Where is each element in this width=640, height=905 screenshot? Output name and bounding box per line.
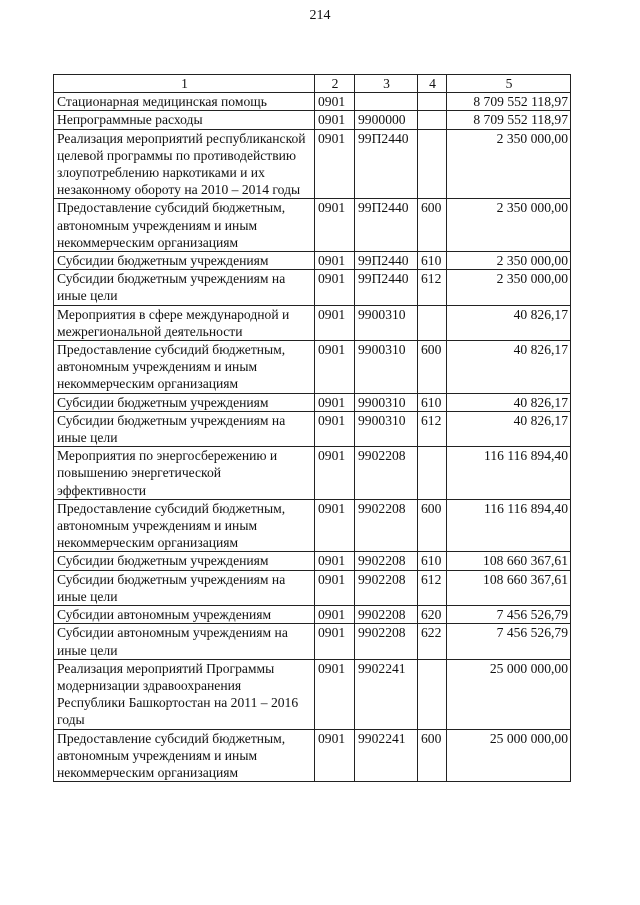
row-amount-cell: 2 350 000,00	[447, 199, 571, 252]
row-amount-cell: 40 826,17	[447, 411, 571, 446]
table-row	[54, 624, 571, 659]
row-target-cell: 9900310	[355, 411, 418, 446]
row-code-cell: 0901	[315, 341, 355, 394]
row-code-cell: 0901	[315, 393, 355, 411]
row-code-cell: 0901	[315, 93, 355, 111]
row-type-cell	[418, 447, 447, 500]
row-name-cell: Реализация мероприятий Программы модернизации здравоохранения Республики Башкортостан на 2011 – 2016 годы	[54, 659, 315, 729]
row-name-cell: Непрограммные расходы	[54, 111, 315, 129]
row-target-cell: 9902208	[355, 552, 418, 570]
row-code-cell: 0901	[315, 270, 355, 305]
row-code-cell: 0901	[315, 624, 355, 659]
page-number: 214	[309, 8, 331, 23]
row-target-cell: 9902208	[355, 570, 418, 605]
row-type-cell: 600	[418, 341, 447, 394]
row-amount-cell: 2 350 000,00	[447, 252, 571, 270]
row-target-cell: 9900310	[355, 305, 418, 340]
row-type-cell: 620	[418, 606, 447, 624]
row-amount-cell: 108 660 367,61	[447, 570, 571, 605]
row-type-cell: 612	[418, 270, 447, 305]
row-amount-cell: 40 826,17	[447, 305, 571, 340]
row-amount-cell: 40 826,17	[447, 341, 571, 394]
row-type-cell	[418, 305, 447, 340]
row-type-cell: 622	[418, 624, 447, 659]
table-row	[54, 199, 571, 252]
row-target-cell	[355, 93, 418, 111]
row-name-cell: Стационарная медицинская помощь	[54, 93, 315, 111]
row-name-cell: Субсидии бюджетным учреждениям на иные цели	[54, 270, 315, 305]
header-cell-target: 3	[355, 75, 418, 93]
row-code-cell: 0901	[315, 729, 355, 782]
row-type-cell: 610	[418, 252, 447, 270]
row-target-cell: 9900310	[355, 341, 418, 394]
row-code-cell: 0901	[315, 570, 355, 605]
row-target-cell: 99П2440	[355, 270, 418, 305]
row-type-cell: 600	[418, 199, 447, 252]
row-target-cell: 9902241	[355, 659, 418, 729]
row-code-cell: 0901	[315, 659, 355, 729]
row-name-cell: Предоставление субсидий бюджетным, автономным учреждениям и иным некоммерческим организациям	[54, 341, 315, 394]
row-name-cell: Субсидии бюджетным учреждениям на иные цели	[54, 411, 315, 446]
table-body	[54, 93, 571, 782]
row-target-cell: 99П2440	[355, 199, 418, 252]
row-target-cell: 99П2440	[355, 252, 418, 270]
row-code-cell: 0901	[315, 447, 355, 500]
row-target-cell: 9902208	[355, 606, 418, 624]
table-row	[54, 606, 571, 624]
table-row	[54, 552, 571, 570]
row-amount-cell: 40 826,17	[447, 393, 571, 411]
row-amount-cell: 2 350 000,00	[447, 270, 571, 305]
row-name-cell: Предоставление субсидий бюджетным, автономным учреждениям и иным некоммерческим организациям	[54, 499, 315, 552]
row-target-cell: 9902241	[355, 729, 418, 782]
row-code-cell: 0901	[315, 606, 355, 624]
row-name-cell: Реализация мероприятий республиканской целевой программы по противодействию злоупотреблению наркотиками и их незаконному обороту на 2010 – 2014 годы	[54, 129, 315, 199]
row-code-cell: 0901	[315, 411, 355, 446]
row-type-cell: 612	[418, 411, 447, 446]
row-amount-cell: 116 116 894,40	[447, 499, 571, 552]
table-row	[54, 393, 571, 411]
table-row	[54, 270, 571, 305]
row-amount-cell: 108 660 367,61	[447, 552, 571, 570]
row-amount-cell: 25 000 000,00	[447, 729, 571, 782]
table-row	[54, 129, 571, 199]
row-code-cell: 0901	[315, 499, 355, 552]
row-code-cell: 0901	[315, 129, 355, 199]
row-amount-cell: 7 456 526,79	[447, 624, 571, 659]
row-target-cell: 9902208	[355, 624, 418, 659]
row-type-cell	[418, 129, 447, 199]
row-name-cell: Предоставление субсидий бюджетным, автономным учреждениям и иным некоммерческим организациям	[54, 199, 315, 252]
header-cell-name: 1	[54, 75, 315, 93]
row-name-cell: Субсидии автономным учреждениям на иные цели	[54, 624, 315, 659]
row-type-cell: 600	[418, 499, 447, 552]
table-row	[54, 305, 571, 340]
row-name-cell: Субсидии бюджетным учреждениям	[54, 552, 315, 570]
row-target-cell: 9902208	[355, 499, 418, 552]
header-cell-code: 2	[315, 75, 355, 93]
row-name-cell: Субсидии автономным учреждениям	[54, 606, 315, 624]
budget-table	[53, 74, 571, 782]
row-target-cell: 99П2440	[355, 129, 418, 199]
header-row	[54, 75, 571, 93]
table-row	[54, 93, 571, 111]
row-name-cell: Предоставление субсидий бюджетным, автономным учреждениям и иным некоммерческим организациям	[54, 729, 315, 782]
row-code-cell: 0901	[315, 199, 355, 252]
table-row	[54, 252, 571, 270]
row-amount-cell: 116 116 894,40	[447, 447, 571, 500]
row-type-cell: 610	[418, 552, 447, 570]
row-amount-cell: 8 709 552 118,97	[447, 93, 571, 111]
row-code-cell: 0901	[315, 305, 355, 340]
row-type-cell: 610	[418, 393, 447, 411]
row-code-cell: 0901	[315, 552, 355, 570]
row-code-cell: 0901	[315, 111, 355, 129]
row-type-cell	[418, 93, 447, 111]
table-row	[54, 341, 571, 394]
row-amount-cell: 7 456 526,79	[447, 606, 571, 624]
header-cell-amount: 5	[447, 75, 571, 93]
row-amount-cell: 8 709 552 118,97	[447, 111, 571, 129]
table-row	[54, 447, 571, 500]
table-row	[54, 729, 571, 782]
row-name-cell: Субсидии бюджетным учреждениям на иные цели	[54, 570, 315, 605]
row-type-cell: 612	[418, 570, 447, 605]
table-row	[54, 499, 571, 552]
row-name-cell: Мероприятия в сфере международной и межрегиональной деятельности	[54, 305, 315, 340]
row-target-cell: 9900310	[355, 393, 418, 411]
row-code-cell: 0901	[315, 252, 355, 270]
row-type-cell: 600	[418, 729, 447, 782]
row-target-cell: 9900000	[355, 111, 418, 129]
table-row	[54, 570, 571, 605]
row-amount-cell: 25 000 000,00	[447, 659, 571, 729]
header-cell-type: 4	[418, 75, 447, 93]
row-amount-cell: 2 350 000,00	[447, 129, 571, 199]
row-name-cell: Субсидии бюджетным учреждениям	[54, 252, 315, 270]
row-type-cell	[418, 659, 447, 729]
row-name-cell: Мероприятия по энергосбережению и повышению энергетической эффективности	[54, 447, 315, 500]
row-target-cell: 9902208	[355, 447, 418, 500]
table-row	[54, 111, 571, 129]
table-row	[54, 659, 571, 729]
table-row	[54, 411, 571, 446]
row-name-cell: Субсидии бюджетным учреждениям	[54, 393, 315, 411]
row-type-cell	[418, 111, 447, 129]
